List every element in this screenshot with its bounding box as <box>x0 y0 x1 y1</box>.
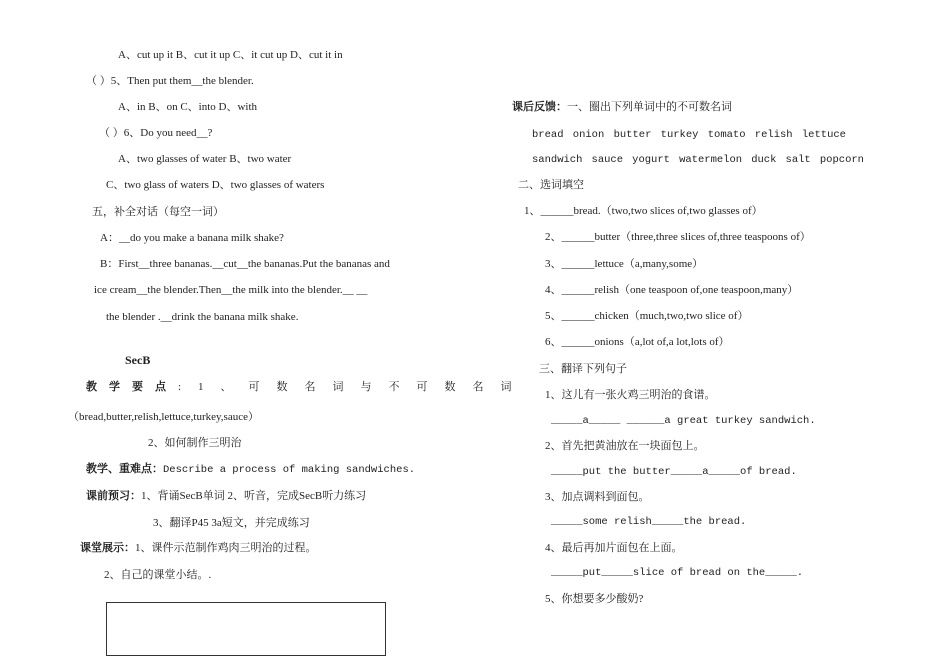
q6-options-ab: A、two glasses of water B、two water <box>118 153 292 165</box>
class-show-text: 1、课件示范制作鸡肉三明治的过程。 <box>135 542 317 554</box>
preview-label: 课前预习： <box>86 490 141 502</box>
goal-item-2: 2、如何制作三明治 <box>148 437 242 449</box>
word: salt <box>785 154 811 166</box>
class-show-text-2: 2、自己的课堂小结。. <box>104 569 212 581</box>
fill-item-3: 3、______lettuce（a,many,some） <box>545 258 704 270</box>
q5-options: A、in B、on C、into D、with <box>118 101 258 113</box>
dialog-a: A：__do you make a banana milk shake? <box>100 232 284 244</box>
summary-box <box>106 602 386 656</box>
translate-2-en: _____put the butter_____a_____of bread. <box>551 466 797 478</box>
class-show-label: 课堂展示： <box>80 542 135 554</box>
word: butter <box>613 129 652 141</box>
key-points-label: 教学、重难点： <box>86 463 163 475</box>
teaching-goal-row <box>86 380 529 394</box>
word: relish <box>754 129 793 141</box>
translate-3-cn: 3、加点调料到面包。 <box>545 491 650 503</box>
translate-1-cn: 1、这儿有一张火鸡三明治的食谱。 <box>545 389 716 401</box>
word: sandwich <box>532 154 583 166</box>
preview-text: 1、背诵SecB单词 2、听音，完成SecB听力练习 <box>141 490 367 502</box>
goal-label: 教学要点 <box>86 381 178 393</box>
secb-heading: SecB <box>125 353 151 367</box>
key-points-text: Describe a process of making sandwiches. <box>163 464 416 476</box>
feedback-label: 课后反馈： <box>512 101 567 113</box>
word: sauce <box>591 154 624 166</box>
word: onion <box>572 129 605 141</box>
word: lettuce <box>801 129 846 141</box>
fill-item-4: 4、______relish（one teaspoon of,one teaspoon,many） <box>545 284 799 296</box>
word: bread <box>532 129 564 141</box>
word: duck <box>751 154 777 166</box>
word-list-1 <box>532 128 846 142</box>
word: tomato <box>707 129 746 141</box>
fill-item-1: 1、______bread.（two,two slices of,two glasses of） <box>524 205 763 217</box>
word: turkey <box>660 129 699 141</box>
translate-2-cn: 2、首先把黄油放在一块面包上。 <box>545 440 705 452</box>
word-list-2 <box>532 153 864 167</box>
fill-item-5: 5、______chicken（much,two,two slice of） <box>545 310 749 322</box>
translate-1-en: _____a_____ ______a great turkey sandwich. <box>551 415 816 427</box>
translate-3-en: _____some relish_____the bread. <box>551 516 747 528</box>
section-three-title: 三、翻译下列句子 <box>539 363 627 375</box>
q6-question: （ ）6、Do you need__? <box>99 127 213 139</box>
q4-options: A、cut up it B、cut it up C、it cut up D、cut it in <box>118 49 343 61</box>
fill-item-6: 6、______onions（a,lot of,a lot,lots of） <box>545 336 730 348</box>
q5-question: （ ）5、Then put them__the blender. <box>86 75 254 87</box>
translate-4-cn: 4、最后再加片面包在上面。 <box>545 542 683 554</box>
preview-text-2: 3、翻译P45 3a短文，并完成练习 <box>153 517 310 529</box>
translate-5-cn: 5、你想要多少酸奶? <box>545 593 644 605</box>
dialog-b-line3: the blender .__drink the banana milk shake. <box>106 311 299 323</box>
translate-4-en: _____put_____slice of bread on the_____. <box>551 567 804 579</box>
dialog-b-line2: ice cream__the blender.Then__the milk into the blender.__ __ <box>94 284 368 296</box>
word: yogurt <box>632 154 670 166</box>
goal-item-1-words: （bread,butter,relish,lettuce,turkey,sauce） <box>68 411 259 423</box>
section-five-title: 五，补全对话（每空一词） <box>92 206 224 218</box>
word: watermelon <box>679 154 743 166</box>
q6-options-cd: C、two glass of waters D、two glasses of waters <box>106 179 325 191</box>
fill-item-2: 2、______butter（three,three slices of,three teaspoons of） <box>545 231 811 243</box>
goal-item-1: :1、可数名词与不可数名词 <box>178 381 529 393</box>
feedback-text: 一、圈出下列单词中的不可数名词 <box>567 101 732 113</box>
section-two-title: 二、选词填空 <box>518 179 584 191</box>
word: popcorn <box>819 154 864 166</box>
dialog-b-line1: B：First__three bananas.__cut__the bananas.Put the bananas and <box>100 258 390 270</box>
